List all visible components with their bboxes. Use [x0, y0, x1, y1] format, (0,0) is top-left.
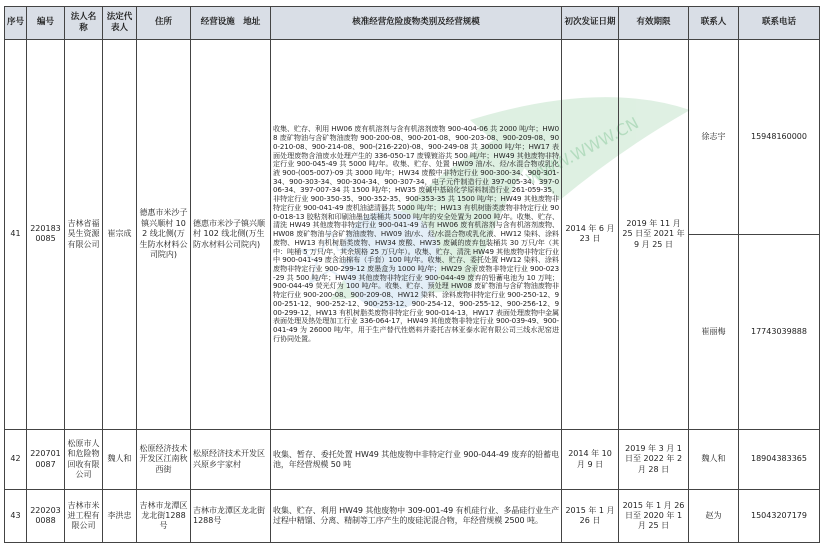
row-contact: 赵为 — [689, 490, 739, 543]
row-seq: 43 — [5, 490, 27, 543]
row-rep: 崔宗成 — [103, 40, 137, 430]
row-first-issue: 2014 年 6 月 23 日 — [562, 40, 619, 430]
header-address: 住所 — [137, 7, 191, 40]
row-validity: 2019 年 11 月 25 日至 2021 年 9 月 25 日 — [619, 40, 689, 430]
row-validity: 2015 年 1 月 26 日至 2020 年 1 月 25 日 — [619, 490, 689, 543]
row-rep: 李洪忠 — [103, 490, 137, 543]
row-seq: 42 — [5, 429, 27, 490]
row-address: 吉林市龙潭区龙北街1288号 — [137, 490, 191, 543]
row-company: 吉林市米进工程有限公司 — [65, 490, 103, 543]
header-seq: 序号 — [5, 7, 27, 40]
hazardous-waste-license-table — [4, 6, 820, 543]
row-phone: 17743039888 — [739, 234, 820, 429]
table-row — [5, 429, 820, 490]
row-facility: 松原经济技术开发区兴原乡宇家村 — [191, 429, 271, 490]
row-scope: 收集、贮存、利用 HW49 其他废物中 309-001-49 有机硅行业、多晶硅行业生产过程中精馏、分离、精制等工序产生的废硅泥混合物，年经营规模 2500 吨。 — [271, 490, 562, 543]
table-row — [5, 40, 820, 235]
header-facility: 经营设施 地址 — [191, 7, 271, 40]
header-first-issue: 初次发证日期 — [562, 7, 619, 40]
table-row — [5, 490, 820, 543]
row-phone: 15948160000 — [739, 40, 820, 235]
row-code: 2201830085 — [27, 40, 65, 430]
row-code: 2202030088 — [27, 490, 65, 543]
row-contact: 魏人和 — [689, 429, 739, 490]
header-rep: 法定代表人 — [103, 7, 137, 40]
header-code: 编号 — [27, 7, 65, 40]
row-address: 松原经济技术开发区江南秋西街 — [137, 429, 191, 490]
row-address: 德惠市米沙子镇兴顺村 102 线北侧(万生防水材料公司院内) — [137, 40, 191, 430]
watermark-text: WWW.WWW.CN — [522, 113, 642, 189]
row-scope: 收集、暂存、委托处置 HW49 其他废物中非特定行业 900-044-49 废弃的铅蓄电池，年经营规模 50 吨 — [271, 429, 562, 490]
header-company: 法人名称 — [65, 7, 103, 40]
row-company: 松原市人和危险物回收有限公司 — [65, 429, 103, 490]
header-validity: 有效期限 — [619, 7, 689, 40]
row-facility: 吉林市龙潭区龙北街1288号 — [191, 490, 271, 543]
row-phone: 15043207179 — [739, 490, 820, 543]
row-rep: 魏人和 — [103, 429, 137, 490]
row-scope: 收集、贮存、利用 HW06 废有机溶剂与含有机溶剂废物 900-404-06 共 2000 吨/年；HW08 废矿物油与含矿物油废物 900-200-08、900-201-08、900-203-08、900-209-08、900-210-08、900-214-08、900-(216-220)-08、900-249-08 共 30000 吨/年；HW17 表面处理废物含油废水处理产生的 336-050-17 废镍镀浴共 500 吨/年；HW49 其他废物非特定行业 900-045-49 共 5000 吨/年。收集、贮存、处置 HW09 油/水、烃/水混合物或乳化液 900-(005-007)-09 共 3000 吨/年；HW34 废酸中非特定行业 900-300-34、900-301-34、900-303-34、900-304-34、900-307-34，电子元件制造行业 397-005-34、397-006-34、397-007-34 共 1500 吨/年；HW35 废碱中基础化学原料制造行业 261-059-35，非特定行业 900-350-35、900-352-35、900-353-35 共 1500 吨/年；HW49 其他废物非特定行业 900-041-49 废机油滤清器共 5000 吨/年；HW13 有机树脂类废物非特定行业 900-018-13 胶粘剂和印刷油墨包装桶共 5000 吨/年的安全处置为 2000 吨/年。收集、贮存、清洗 HW49 其他废物非特定行业 900-041-49 沾有 HW06 废有机溶剂与含有机溶剂废物、HW08 废矿物油与含矿物油废物、HW09 油/水、烃/水混合物或乳化液、HW12 染料、涂料废物、HW13 有机树脂类废物、HW34 废酸、HW35 废碱的废弃包装桶共 30 万只/年（其中：吨桶 5 万只/年，其余规格 25 万只/年）。收集、贮存、清洗 HW49 其他废物非特定行业中 900-041-49 废含油棉布（手套）100 吨/年。收集、贮存、委托处置 HW12 染料、涂料废物非特定行业 900-299-12 废墨盒为 1000 吨/年；HW29 含汞废物非特定行业 900-023-29 共 500 吨/年；HW49 其他废物非特定行业 900-044-49 废弃的铅蓄电池为 10 万吨；900-044-49 荧光灯为 100 吨/年。收集、贮存、预处理 HW08 废矿物油与含矿物油废物非特定行业 900-200-08、900-209-08、HW12 染料、涂料废物非特定行业 900-250-12、900-251-12、900-252-12、900-253-12、900-254-12、900-255-12、900-256-12、900-299-12，HW13 有机树脂类废物非特定行业 900-014-13，HW17 表面处理废物中金属表面处理及热处理加工行业 336-064-17，HW49 其他废物非特定行业 900-039-49、900-041-49 为 26000 吨/年，用于生产替代性燃料并委托吉林亚泰水泥有限公司三线水泥窑进行协同处置。 — [271, 40, 562, 430]
row-phone: 18904383365 — [739, 429, 820, 490]
header-scope: 核准经营危险废物类别及经营规模 — [271, 7, 562, 40]
row-company: 吉林省福昊生资源有限公司 — [65, 40, 103, 430]
row-facility: 德惠市米沙子镇兴顺村 102 线北侧(万生防水材料公司院内) — [191, 40, 271, 430]
row-contact: 崔丽梅 — [689, 234, 739, 429]
row-code: 2207010087 — [27, 429, 65, 490]
row-first-issue: 2015 年 1 月 26 日 — [562, 490, 619, 543]
row-first-issue: 2014 年 10 月 9 日 — [562, 429, 619, 490]
header-row — [5, 7, 820, 40]
header-phone: 联系电话 — [739, 7, 820, 40]
row-contact: 徐志宇 — [689, 40, 739, 235]
header-contact: 联系人 — [689, 7, 739, 40]
row-seq: 41 — [5, 40, 27, 430]
row-validity: 2019 年 3 月 1 日至 2022 年 2 月 28 日 — [619, 429, 689, 490]
